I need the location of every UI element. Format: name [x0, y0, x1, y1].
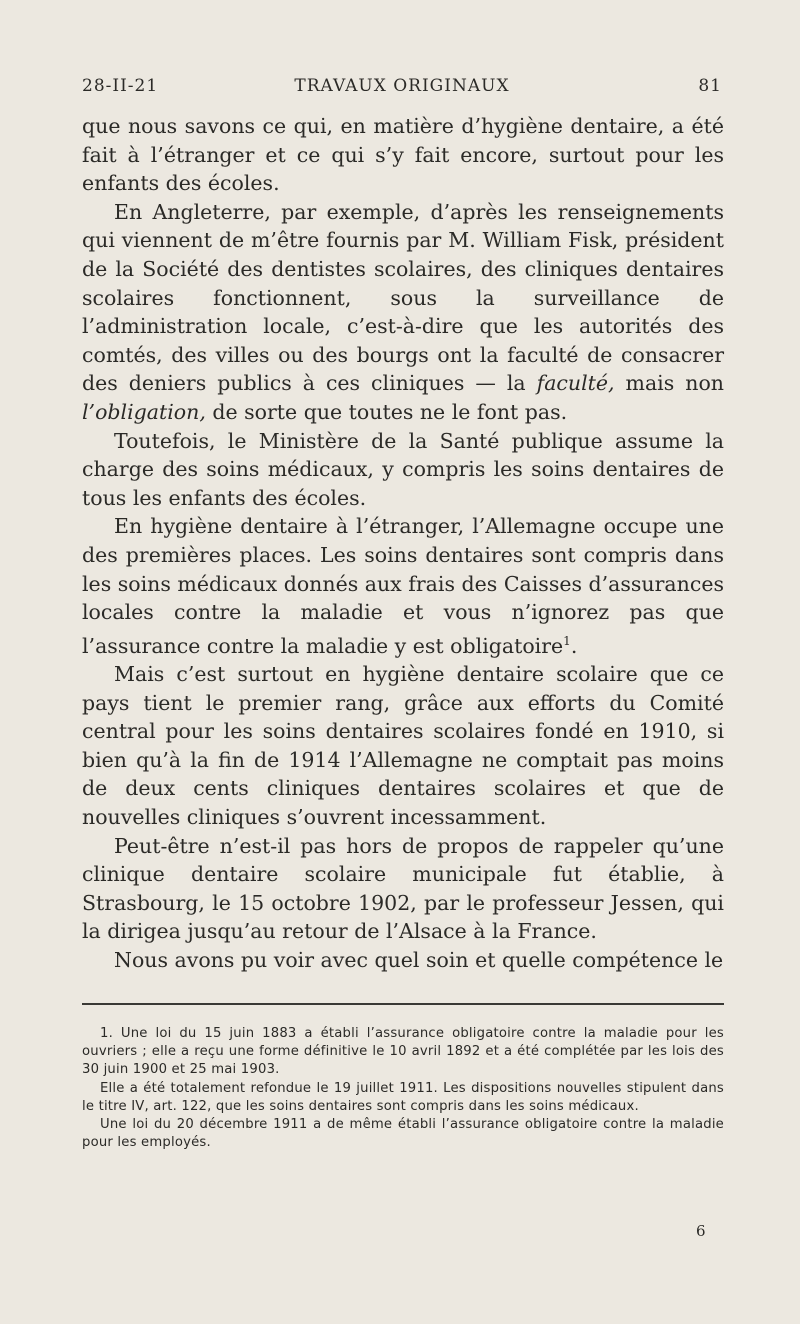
paragraph-6: Peut-être n’est-il pas hors de propos de rappeler qu’une clinique dentaire scolaire municipale fut établie, à Strasbourg, le 15 octobre 1902, par le professeur Jessen, qui la dirigea jusqu’au retour de l’Alsace à la France.	[82, 833, 724, 944]
paragraph-4-text: En hygiène dentaire à l’étranger, l’Allemagne occupe une des premières places. Les soins dentaires sont compris dans les soins médicaux donnés aux frais des Caisses d’assurances locales contre la maladie et vous n’ignorez pas que l’assurance contre la maladie y est obligatoire	[82, 514, 724, 658]
footnote-divider	[82, 1003, 724, 1005]
paragraph-4	[82, 512, 724, 660]
paragraph-5: Mais c’est surtout en hygiène dentaire scolaire que ce pays tient le premier rang, grâce aux efforts du Comité central pour les soins dentaires scolaires fondé en 1910, si bien qu’à la fin de 1914 l’Allemagne ne comptait pas moins de deux cents cliniques dentaires scolaires et que de nouvelles cliniques s’ouvrent incessamment.	[82, 662, 724, 830]
paragraph-2-part-b: mais non	[614, 371, 724, 396]
paragraph-4-end: .	[570, 633, 578, 658]
footnotes	[82, 1025, 724, 1152]
footnote-2: Elle a été totalement refondue le 19 juillet 1911. Les dispositions nouvelles stipulent dans le titre IV, art. 122, que les soins dentaires sont compris dans les soins médicaux.	[82, 1080, 724, 1114]
running-header	[82, 76, 722, 106]
footnote-reference: 1	[563, 633, 571, 648]
footnote-3: Une loi du 20 décembre 1911 a de même établi l’assurance obligatoire contre la maladie pour les employés.	[82, 1117, 724, 1151]
main-text	[82, 112, 724, 975]
signature-mark: 6	[696, 1222, 706, 1240]
paragraph-2-emphasis-obligation: l’obligation,	[82, 399, 206, 424]
paragraph-2	[82, 198, 724, 427]
paragraph-1: que nous savons ce qui, en matière d’hygiène dentaire, a été fait à l’étranger et ce qui s’y fait encore, surtout pour les enfants des écoles.	[82, 114, 724, 196]
paragraph-2-emphasis-faculte: faculté,	[536, 371, 615, 396]
page-number: 81	[698, 76, 722, 96]
paragraph-7: Nous avons pu voir avec quel soin et quelle compétence le	[114, 948, 724, 973]
footnote-1: 1. Une loi du 15 juin 1883 a établi l’assurance obligatoire contre la maladie pour les ouvriers ; elle a reçu une forme définitive le 10 avril 1892 et a été complétée par les lois des 30 juin 1900 et 25 mai 1903.	[82, 1026, 724, 1078]
header-title: TRAVAUX ORIGINAUX	[294, 76, 510, 96]
paragraph-2-part-c: de sorte que toutes ne le font pas.	[205, 399, 568, 424]
paragraph-2-part-a: En Angleterre, par exemple, d’après les renseignements qui viennent de m’être fournis par M. William Fisk, président de la Société des dentistes scolaires, des cliniques dentaires scolaires fonctionnent, sous la surveillance de l’administration locale, c’est-à-dire que les autorités des comtés, des villes ou des bourgs ont la faculté de consacrer des deniers publics à ces cliniques — la	[82, 199, 724, 396]
paragraph-3: Toutefois, le Ministère de la Santé publique assume la charge des soins médicaux, y compris les soins dentaires de tous les enfants des écoles.	[82, 428, 724, 510]
header-date: 28-II-21	[82, 76, 159, 96]
